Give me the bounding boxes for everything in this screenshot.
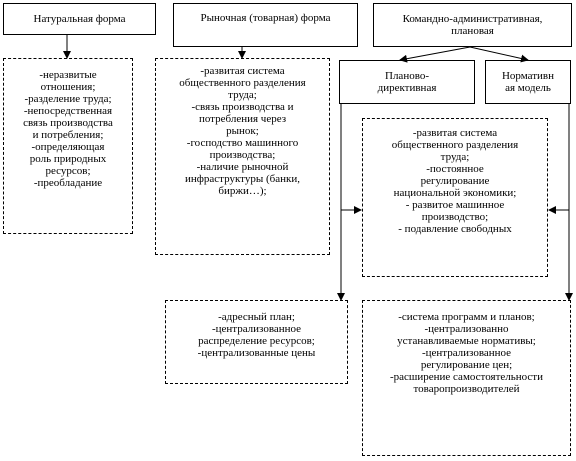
- header-command-form: [373, 3, 572, 47]
- header-directive-label: Планово- директивная: [377, 70, 437, 94]
- header-normative-label: Нормативн ая модель: [501, 70, 555, 94]
- header-command-label: Командно-административная, плановая: [402, 13, 543, 37]
- header-market-label: Рыночная (товарная) форма: [200, 12, 331, 24]
- body-directive-text: -адресный план; -централизованное распределение ресурсов; -централизованные цены: [197, 311, 316, 359]
- header-market-form: [173, 3, 358, 47]
- body-directive-model: [165, 300, 348, 384]
- body-market-text: -развитая система общественного разделения труда; -связь производства и потребления через рынок; -господство машинного производства; -наличие рыночной инфраструктуры (банки, биржи…);: [179, 65, 306, 197]
- header-directive-model: [339, 60, 475, 104]
- body-normative-model: [362, 300, 571, 456]
- body-natural-form: [3, 58, 133, 234]
- header-natural-label: Натуральная форма: [33, 13, 126, 25]
- body-market-form: [155, 58, 330, 255]
- body-normative-text: -система программ и планов; -централизованно устанавливаемые нормативы; -централизованное регулирование цен; -расширение самостоятельности товаропроизводителей: [389, 311, 544, 395]
- body-command-common: [362, 118, 548, 277]
- body-natural-text: -неразвитые отношения; -разделение труда; -непосредственная связь производства и потребления; -определяющая роль природных ресурсов; -преобладание: [23, 69, 113, 189]
- body-command-common-text: -развитая система общественного разделения труда; -постоянное регулирование национальной экономики; - развитое машинное производство; - подавление свободных: [391, 127, 519, 235]
- header-normative-model: [485, 60, 571, 104]
- arrow-command-directive: [400, 47, 470, 60]
- header-natural-form: [3, 3, 156, 35]
- arrow-command-normative: [470, 47, 528, 60]
